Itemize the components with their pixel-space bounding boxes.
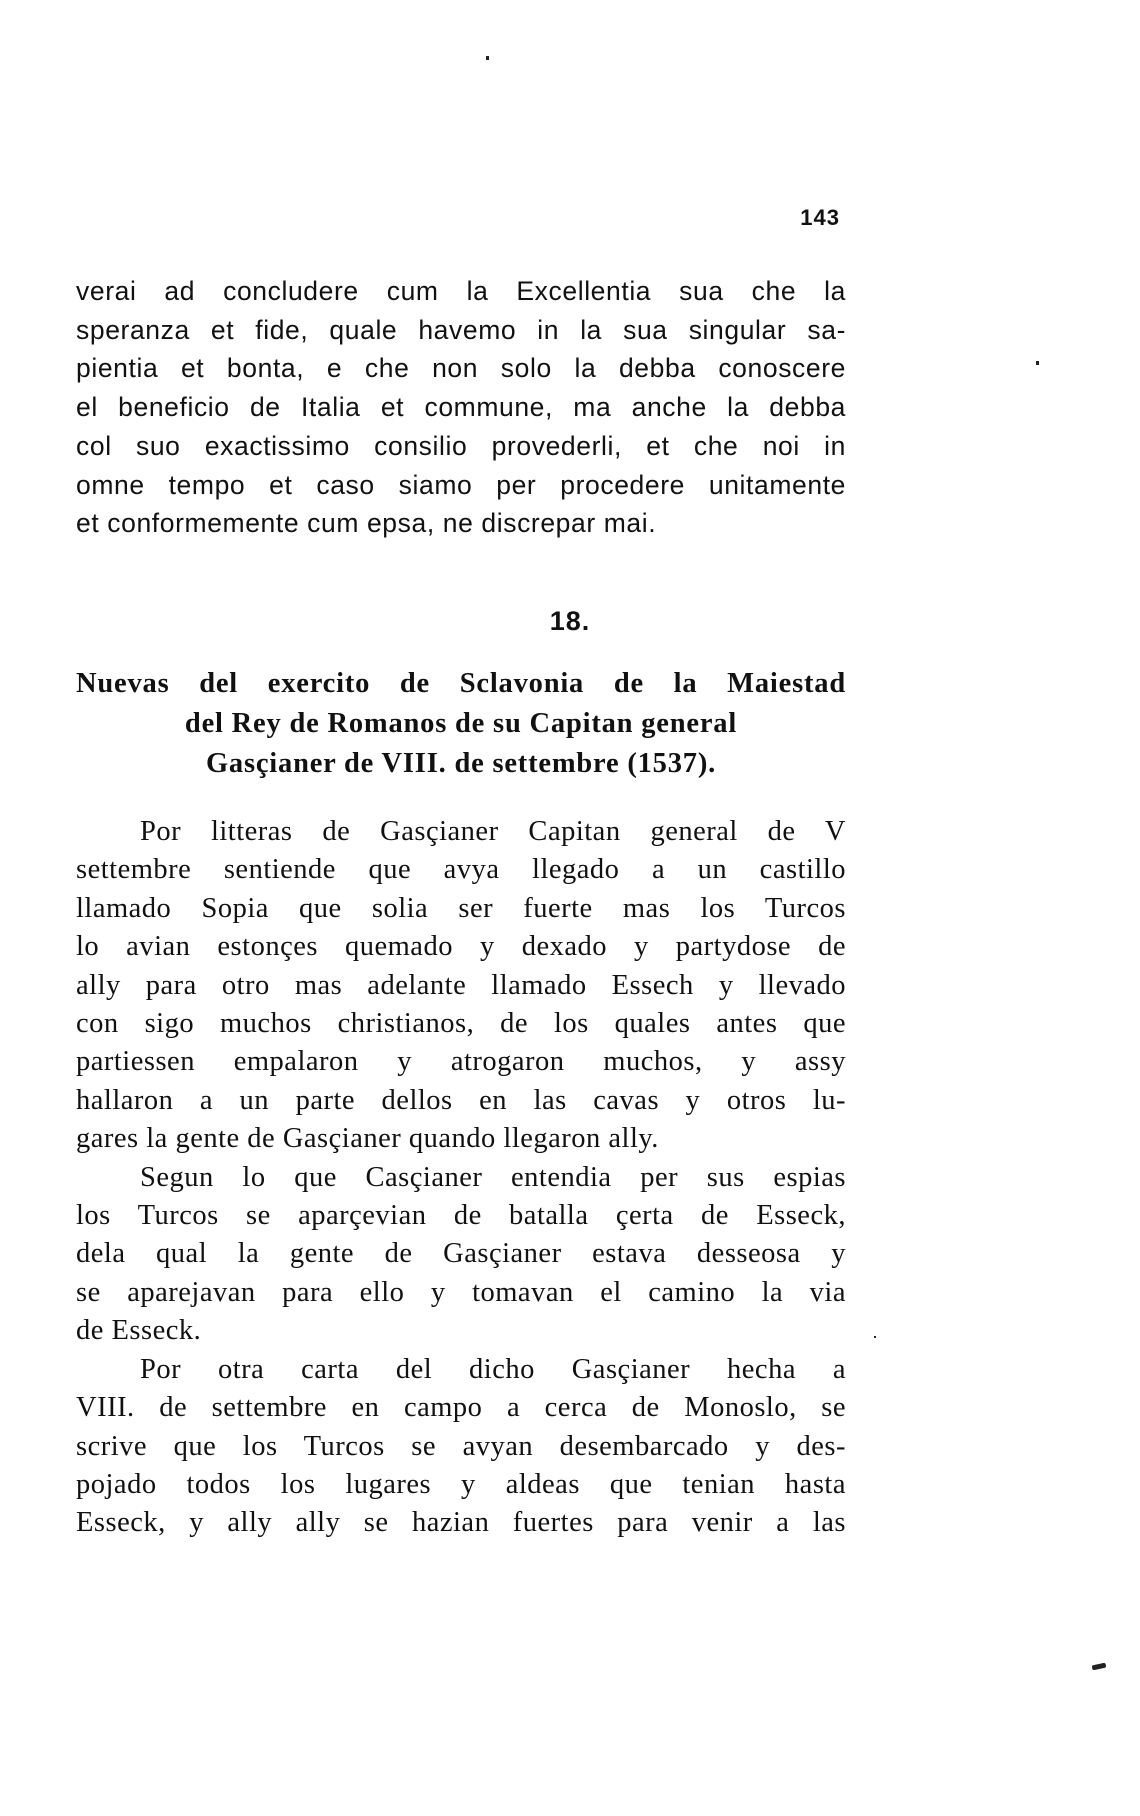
spanish-body <box>76 813 846 1543</box>
text-line: el beneficio de Italia et commune, ma anche la debba <box>76 392 846 423</box>
text-line: scrive que los Turcos se avyan desembarcado y des- <box>76 1430 846 1462</box>
text-line: Segun lo que Casçianer entendia per sus espias <box>140 1161 846 1193</box>
text-line: con sigo muchos christianos, de los quales antes que <box>76 1008 846 1040</box>
text-line: omne tempo et caso siamo per procedere unitamente <box>76 469 846 500</box>
text-line: et conformemente cum epsa, ne discrepar mai. <box>76 508 657 539</box>
text-line: se aparejavan para ello y tomavan el camino la via <box>76 1276 846 1308</box>
heading-line: Gasçianer de VIII. de settembre (1537). <box>205 748 717 779</box>
document-number: 18. <box>549 606 591 636</box>
text-line: dela qual la gente de Gasçianer estava desseosa y <box>76 1238 846 1270</box>
italian-paragraph <box>76 272 846 543</box>
text-line: col suo exactissimo consilio provederli, et che noi in <box>76 430 846 461</box>
text-line: verai ad concludere cum la Excellentia sua che la <box>76 276 846 306</box>
text-line: pientia et bonta, e che non solo la debba conoscere <box>76 353 846 384</box>
scan-speck <box>1092 1663 1107 1671</box>
text-line: ally para otro mas adelante llamado Essech y llevado <box>76 969 846 1001</box>
text-line: llamado Sopia que solia ser fuerte mas los Turcos <box>76 892 846 924</box>
text-line: partiessen empalaron y atrogaron muchos, y assy <box>76 1046 846 1078</box>
scan-speck <box>486 56 489 60</box>
scan-speck <box>874 1336 876 1338</box>
text-line: gares la gente de Gasçianer quando llegaron ally. <box>76 1123 659 1155</box>
page-number: 143 <box>800 205 840 230</box>
heading-line: del Rey de Romanos de su Capitan general <box>184 708 738 739</box>
text-line: pojado todos los lugares y aldeas que tenian hasta <box>76 1468 846 1500</box>
text-line: VIII. de settembre en campo a cerca de Monoslo, se <box>76 1392 846 1424</box>
heading-line: Nuevas del exercito de Sclavonia de la Maiestad <box>76 668 846 699</box>
document-heading <box>76 664 846 784</box>
text-line: lo avian estonçes quemado y dexado y partydose de <box>76 931 846 963</box>
text-line: hallaron a un parte dellos en las cavas y otros lu- <box>76 1084 846 1116</box>
text-line: Esseck, y ally ally se hazian fuertes para venir a las <box>76 1507 846 1539</box>
text-line: speranza et fide, quale havemo in la sua singular sa- <box>76 314 846 345</box>
text-line: de Esseck. <box>76 1315 202 1347</box>
text-line: settembre sentiende que avya llegado a un castillo <box>76 854 846 886</box>
text-line: Por litteras de Gasçianer Capitan general de V <box>140 816 846 847</box>
text-line: Por otra carta del dicho Gasçianer hecha a <box>140 1353 846 1385</box>
text-line: los Turcos se aparçevian de batalla çerta de Esseck, <box>76 1200 846 1232</box>
scan-speck <box>1036 361 1039 365</box>
